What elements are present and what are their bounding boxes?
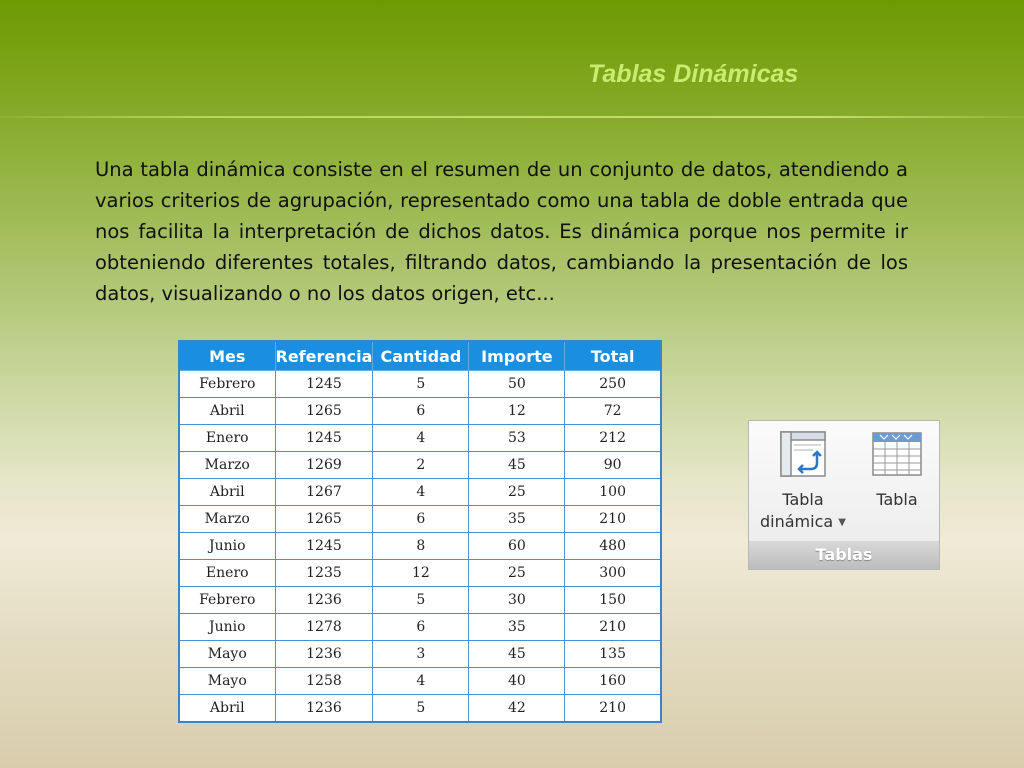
- table-row: [179, 371, 661, 398]
- cell-total: 480: [565, 533, 661, 560]
- cell-cantidad: 5: [373, 371, 469, 398]
- cell-importe: 25: [469, 479, 565, 506]
- cell-mes: Abril: [179, 479, 275, 506]
- cell-referencia: 1245: [275, 425, 373, 452]
- cell-mes: Marzo: [179, 452, 275, 479]
- cell-cantidad: 8: [373, 533, 469, 560]
- cell-cantidad: 6: [373, 398, 469, 425]
- table-button[interactable]: [861, 429, 933, 511]
- pivot-table-icon: [777, 429, 829, 479]
- cell-mes: Junio: [179, 614, 275, 641]
- table-row: [179, 425, 661, 452]
- table-row: [179, 479, 661, 506]
- cell-importe: 50: [469, 371, 565, 398]
- cell-referencia: 1236: [275, 641, 373, 668]
- cell-mes: Mayo: [179, 641, 275, 668]
- cell-referencia: 1265: [275, 398, 373, 425]
- cell-total: 72: [565, 398, 661, 425]
- cell-total: 100: [565, 479, 661, 506]
- cell-mes: Enero: [179, 425, 275, 452]
- body-paragraph: Una tabla dinámica consiste en el resumen de un conjunto de datos, atendiendo a varios criterios de agrupación, representado como una tabla de doble entrada que nos facilita la interpretación de dichos datos. Es dinámica porque nos permite ir obteniendo diferentes totales, filtrando datos, cambiando la presentación de los datos, visualizando o no los datos origen, etc...: [95, 158, 908, 305]
- table-row: [179, 560, 661, 587]
- cell-total: 210: [565, 695, 661, 723]
- pivot-label-line1: Tabla: [782, 490, 824, 509]
- header-mes: Mes: [179, 341, 275, 371]
- data-table: [178, 340, 662, 723]
- table-row: [179, 533, 661, 560]
- header-importe: Importe: [469, 341, 565, 371]
- table-row: [179, 587, 661, 614]
- cell-cantidad: 2: [373, 452, 469, 479]
- table-header-row: [179, 341, 661, 371]
- dropdown-arrow-icon: ▼: [838, 517, 846, 528]
- table-icon: [870, 429, 924, 479]
- cell-total: 212: [565, 425, 661, 452]
- pivot-label-line2: dinámica ▼: [760, 512, 846, 531]
- cell-referencia: 1245: [275, 533, 373, 560]
- header-total: Total: [565, 341, 661, 371]
- cell-total: 90: [565, 452, 661, 479]
- header-referencia: Referencia: [275, 341, 373, 371]
- cell-mes: Mayo: [179, 668, 275, 695]
- cell-referencia: 1245: [275, 371, 373, 398]
- cell-referencia: 1235: [275, 560, 373, 587]
- cell-mes: Junio: [179, 533, 275, 560]
- cell-importe: 45: [469, 641, 565, 668]
- cell-importe: 25: [469, 560, 565, 587]
- cell-cantidad: 5: [373, 695, 469, 723]
- table-row: [179, 695, 661, 723]
- cell-mes: Febrero: [179, 587, 275, 614]
- cell-total: 250: [565, 371, 661, 398]
- cell-cantidad: 6: [373, 614, 469, 641]
- table-row: [179, 452, 661, 479]
- cell-referencia: 1236: [275, 587, 373, 614]
- table-row: [179, 398, 661, 425]
- cell-referencia: 1269: [275, 452, 373, 479]
- cell-referencia: 1267: [275, 479, 373, 506]
- cell-referencia: 1265: [275, 506, 373, 533]
- cell-mes: Enero: [179, 560, 275, 587]
- cell-total: 300: [565, 560, 661, 587]
- cell-total: 210: [565, 506, 661, 533]
- cell-importe: 42: [469, 695, 565, 723]
- cell-cantidad: 4: [373, 479, 469, 506]
- cell-importe: 30: [469, 587, 565, 614]
- table-label: Tabla: [876, 490, 918, 509]
- cell-referencia: 1236: [275, 695, 373, 723]
- cell-total: 160: [565, 668, 661, 695]
- cell-importe: 12: [469, 398, 565, 425]
- cell-mes: Abril: [179, 398, 275, 425]
- cell-total: 135: [565, 641, 661, 668]
- cell-cantidad: 6: [373, 506, 469, 533]
- cell-cantidad: 3: [373, 641, 469, 668]
- slide-title: Tablas Dinámicas: [588, 60, 799, 88]
- cell-cantidad: 4: [373, 425, 469, 452]
- cell-importe: 40: [469, 668, 565, 695]
- cell-importe: 35: [469, 614, 565, 641]
- cell-importe: 53: [469, 425, 565, 452]
- cell-total: 150: [565, 587, 661, 614]
- table-row: [179, 668, 661, 695]
- cell-importe: 60: [469, 533, 565, 560]
- table-row: [179, 614, 661, 641]
- cell-referencia: 1278: [275, 614, 373, 641]
- ribbon-group-label: Tablas: [749, 541, 939, 569]
- cell-mes: Marzo: [179, 506, 275, 533]
- title-divider: [0, 116, 1024, 118]
- cell-total: 210: [565, 614, 661, 641]
- pivot-table-button[interactable]: [757, 429, 849, 534]
- cell-cantidad: 4: [373, 668, 469, 695]
- cell-referencia: 1258: [275, 668, 373, 695]
- cell-cantidad: 12: [373, 560, 469, 587]
- table-row: [179, 506, 661, 533]
- cell-importe: 35: [469, 506, 565, 533]
- cell-mes: Febrero: [179, 371, 275, 398]
- cell-mes: Abril: [179, 695, 275, 723]
- table-row: [179, 641, 661, 668]
- header-cantidad: Cantidad: [373, 341, 469, 371]
- cell-cantidad: 5: [373, 587, 469, 614]
- ribbon-group-tablas: [748, 420, 940, 570]
- cell-importe: 45: [469, 452, 565, 479]
